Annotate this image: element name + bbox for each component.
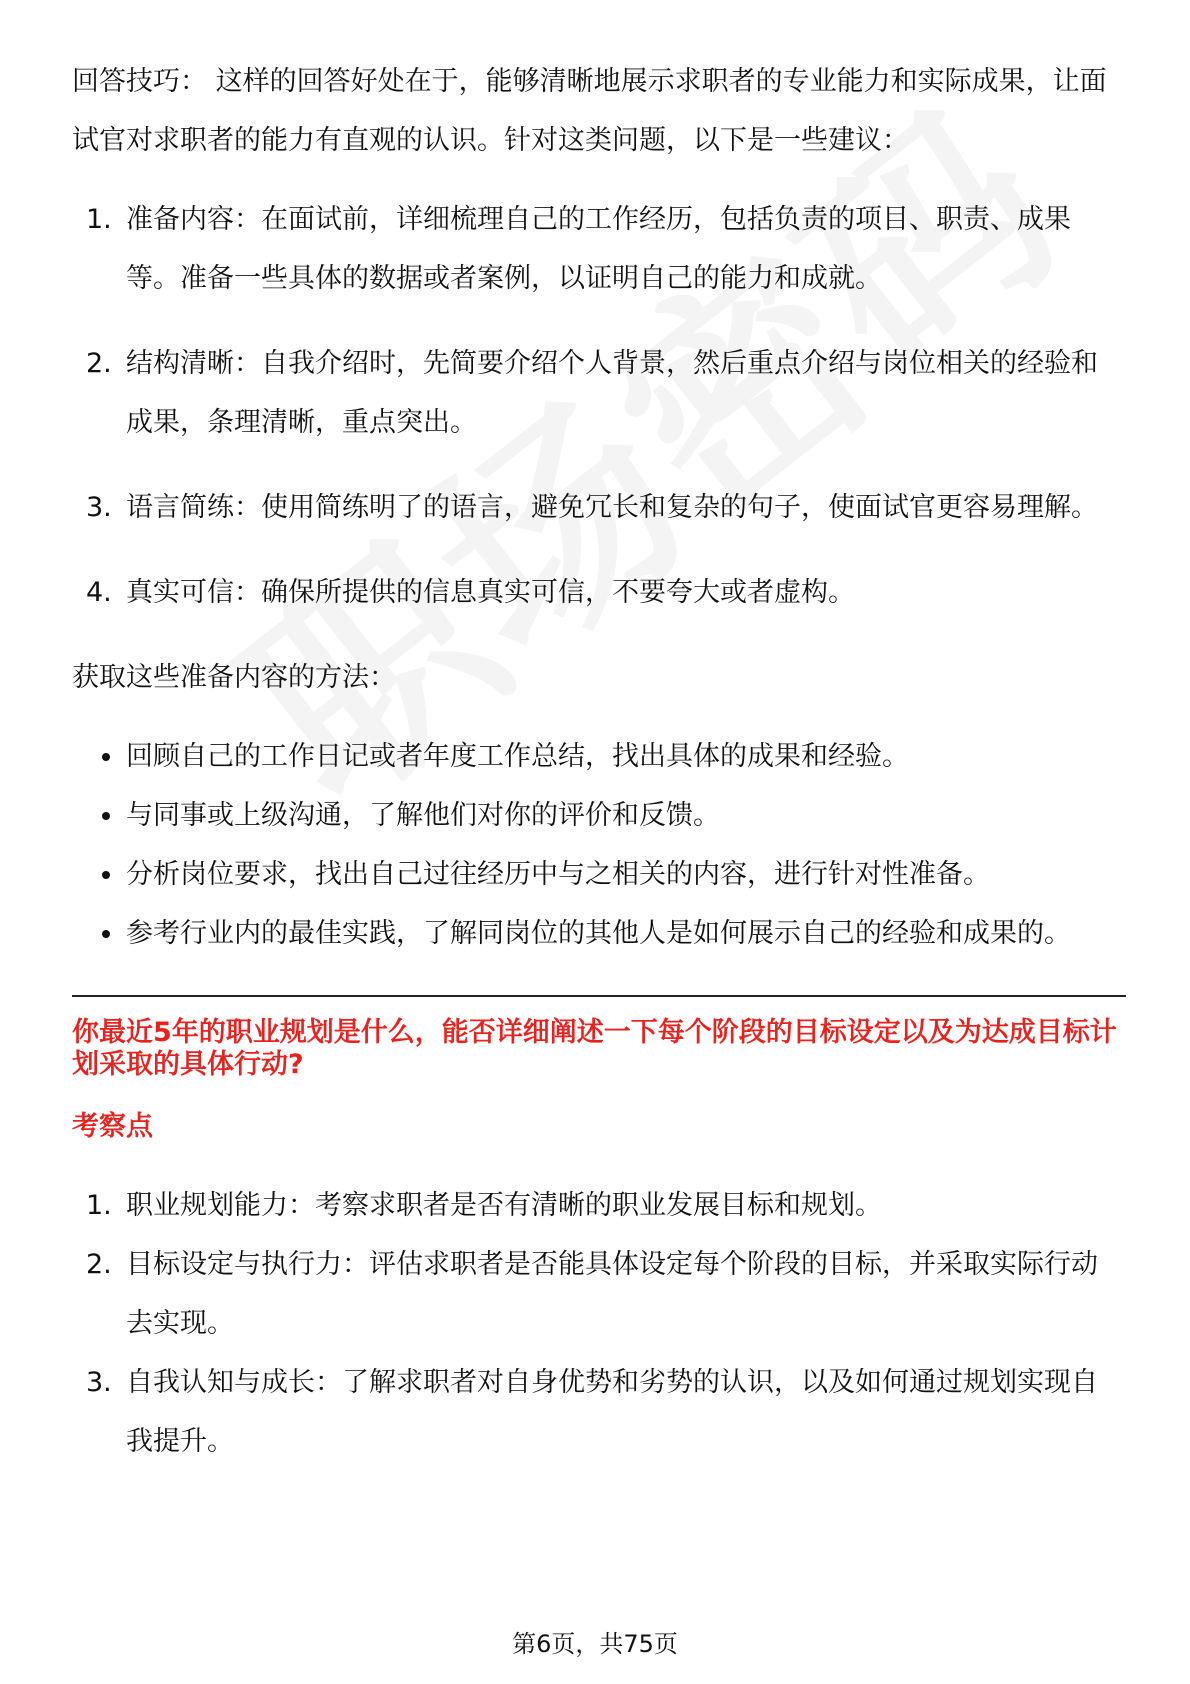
list-item: [72, 1353, 1122, 1471]
list-item-text: 分析岗位要求，找出自己过往经历中与之相关的内容，进行针对性准备。: [126, 859, 990, 890]
list-number: 3.: [86, 1367, 112, 1398]
list-item: [72, 478, 1122, 537]
list-item-text: 自我认知与成长：了解求职者对自身优势和劣势的认识，以及如何通过规划实现自我提升。: [126, 1367, 1098, 1457]
list-number: 1.: [86, 204, 112, 235]
list-item-text: 回顾自己的工作日记或者年度工作总结，找出具体的成果和经验。: [126, 741, 909, 772]
list-number: 2.: [86, 348, 112, 379]
methods-title: 获取这些准备内容的方法：: [72, 662, 396, 693]
list-number: 2.: [86, 1249, 112, 1280]
list-item-text: 职业规划能力：考察求职者是否有清晰的职业发展目标和规划。: [126, 1190, 882, 1221]
list-item: [72, 786, 1122, 845]
bullet-icon: [102, 753, 110, 761]
list-item-text: 与同事或上级沟通，了解他们对你的评价和反馈。: [126, 800, 720, 831]
list-number: 1.: [86, 1190, 112, 1221]
list-item: [72, 727, 1122, 786]
list-item-text: 语言简练：使用简练明了的语言，避免冗长和复杂的句子，使面试官更容易理解。: [126, 492, 1098, 523]
list-item-text: 准备内容：在面试前，详细梳理自己的工作经历，包括负责的项目、职责、成果等。准备一些具体的数据或者案例，以证明自己的能力和成就。: [126, 204, 1071, 294]
examination-title: 考察点: [72, 1111, 153, 1142]
suggestions-list: [72, 190, 1122, 622]
page-content: [72, 52, 1122, 1471]
bullet-icon: [102, 871, 110, 879]
list-item: [72, 1235, 1122, 1353]
list-item: [72, 334, 1122, 452]
list-item-text: 结构清晰：自我介绍时，先简要介绍个人背景，然后重点介绍与岗位相关的经验和成果，条理清晰，重点突出。: [126, 348, 1098, 438]
methods-list: [72, 727, 1122, 963]
list-item-text: 目标设定与执行力：评估求职者是否能具体设定每个阶段的目标，并采取实际行动去实现。: [126, 1249, 1098, 1339]
section-divider: [72, 995, 1126, 997]
interview-question: 你最近5年的职业规划是什么，能否详细阐述一下每个阶段的目标设定以及为达成目标计划采取的具体行动?: [72, 1017, 1117, 1080]
page-footer: 第6页，共75页: [512, 1630, 678, 1658]
list-number: 3.: [86, 492, 112, 523]
list-number: 4.: [86, 577, 112, 608]
examination-list: [72, 1176, 1122, 1471]
list-item: [72, 904, 1122, 963]
intro-paragraph: 回答技巧： 这样的回答好处在于，能够清晰地展示求职者的专业能力和实际成果，让面试官对求职者的能力有直观的认识。针对这类问题，以下是一些建议：: [72, 66, 1107, 156]
bullet-icon: [102, 812, 110, 820]
list-item-text: 真实可信：确保所提供的信息真实可信，不要夸大或者虚构。: [126, 577, 855, 608]
list-item-text: 参考行业内的最佳实践，了解同岗位的其他人是如何展示自己的经验和成果的。: [126, 918, 1071, 949]
bullet-icon: [102, 930, 110, 938]
list-item: [72, 1176, 1122, 1235]
list-item: [72, 563, 1122, 622]
list-item: [72, 845, 1122, 904]
list-item: [72, 190, 1122, 308]
